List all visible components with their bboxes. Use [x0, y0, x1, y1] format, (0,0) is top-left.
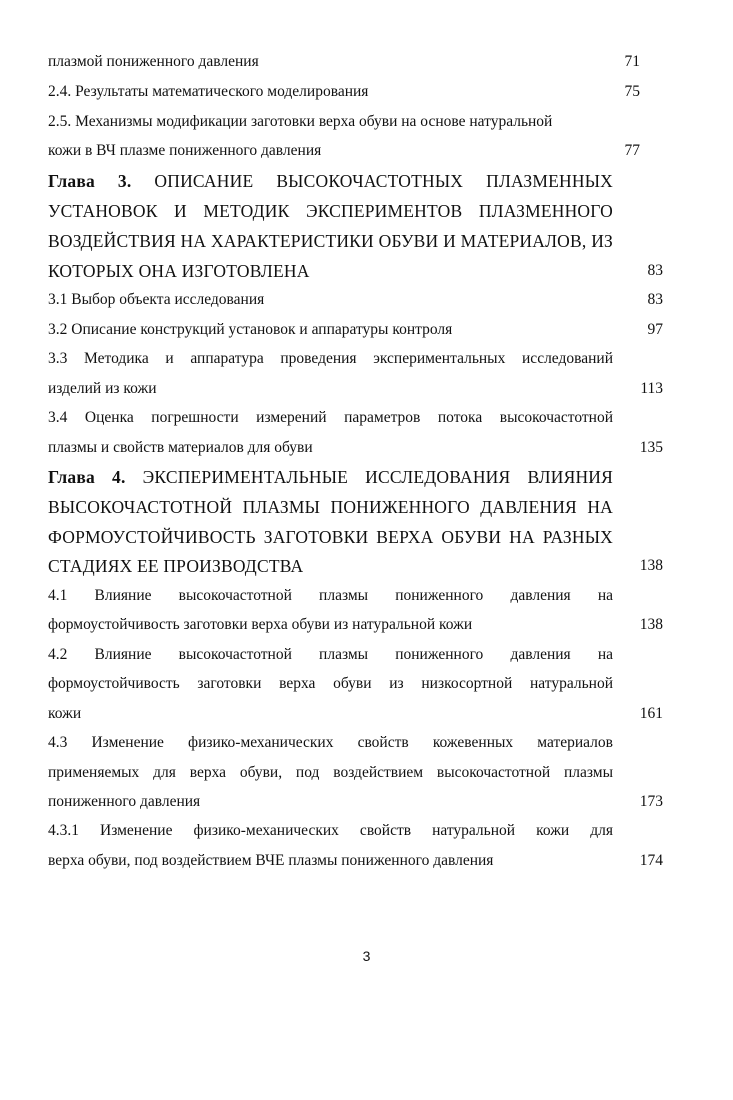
toc-page-number: 71 — [624, 53, 640, 70]
toc-chapter-heading: УСТАНОВОК И МЕТОДИК ЭКСПЕРИМЕНТОВ ПЛАЗМЕННОГО — [48, 201, 613, 221]
toc-entry-text: кожи в ВЧ плазме пониженного давления — [48, 142, 322, 159]
toc-entry-text: верха обуви, под воздействием ВЧЕ плазмы пониженного давления — [48, 852, 494, 869]
toc-page-number: 77 — [624, 142, 640, 159]
toc-chapter-heading: ВОЗДЕЙСТВИЯ НА ХАРАКТЕРИСТИКИ ОБУВИ И МАТЕРИАЛОВ, ИЗ — [48, 231, 613, 251]
toc-entry-text: 2.4. Результаты математического моделирования — [48, 83, 369, 100]
toc-chapter-heading: Глава 4. ЭКСПЕРИМЕНТАЛЬНЫЕ ИССЛЕДОВАНИЯ ВЛИЯНИЯ — [48, 467, 613, 487]
toc-entry-text: пониженного давления — [48, 793, 201, 810]
toc-page-number: 75 — [624, 83, 640, 100]
toc-entry-text: 3.2 Описание конструкций установок и аппаратуры контроля — [48, 321, 453, 338]
toc-chapter-heading: СТАДИЯХ ЕЕ ПРОИЗВОДСТВА — [48, 556, 304, 576]
toc-chapter-heading: ФОРМОУСТОЙЧИВОСТЬ ЗАГОТОВКИ ВЕРХА ОБУВИ НА РАЗНЫХ — [48, 527, 613, 547]
toc-entry-text: плазмы и свойств материалов для обуви — [48, 439, 313, 456]
page-number: 3 — [362, 948, 371, 964]
toc-page-number: 135 — [639, 439, 663, 456]
toc-entry-text: 3.3 Методика и аппаратура проведения экспериментальных исследований — [48, 350, 613, 367]
toc-page-number: 161 — [639, 705, 663, 722]
toc-page-number: 83 — [647, 291, 663, 308]
toc-page-number: 113 — [640, 380, 663, 397]
chapter-label: Глава 3. — [48, 171, 132, 191]
toc-page-number: 138 — [639, 616, 663, 633]
chapter-label: Глава 4. — [48, 467, 126, 487]
toc-entry-text: 4.3 Изменение физико-механических свойств кожевенных материалов — [48, 734, 613, 751]
toc-page-number: 138 — [639, 557, 663, 574]
toc-chapter-heading: ВЫСОКОЧАСТОТНОЙ ПЛАЗМЫ ПОНИЖЕННОГО ДАВЛЕНИЯ НА — [48, 497, 613, 517]
toc-entry-text: 3.4 Оценка погрешности измерений параметров потока высокочастотной — [48, 409, 613, 426]
toc-entry-text: 3.1 Выбор объекта исследования — [48, 291, 265, 308]
toc-chapter-heading: Глава 3. ОПИСАНИЕ ВЫСОКОЧАСТОТНЫХ ПЛАЗМЕННЫХ — [48, 171, 614, 191]
toc-entry-text: кожи — [48, 705, 82, 722]
toc-page-number: 173 — [639, 793, 663, 810]
toc-entry-text: плазмой пониженного давления — [48, 53, 259, 70]
toc-entry-text: изделий из кожи — [48, 380, 157, 397]
toc-page-number: 83 — [647, 262, 663, 279]
toc-entry-text: формоустойчивость заготовки верха обуви из натуральной кожи — [48, 616, 473, 633]
toc-entry-text: формоустойчивость заготовки верха обуви из низкосортной натуральной — [48, 675, 613, 692]
toc-entry-text: 4.2 Влияние высокочастотной плазмы пониженного давления на — [48, 646, 613, 663]
toc-page-number: 97 — [647, 321, 663, 338]
toc-page-number: 174 — [639, 852, 663, 869]
toc-entry-text: применяемых для верха обуви, под воздействием высокочастотной плазмы — [48, 764, 613, 781]
toc-entry-text: 2.5. Механизмы модификации заготовки верха обуви на основе натуральной — [48, 113, 553, 130]
toc-entry-text: 4.3.1 Изменение физико-механических свойств натуральной кожи для — [48, 822, 613, 839]
toc-entry-text: 4.1 Влияние высокочастотной плазмы пониженного давления на — [48, 587, 613, 604]
toc-chapter-heading: КОТОРЫХ ОНА ИЗГОТОВЛЕНА — [48, 261, 310, 281]
